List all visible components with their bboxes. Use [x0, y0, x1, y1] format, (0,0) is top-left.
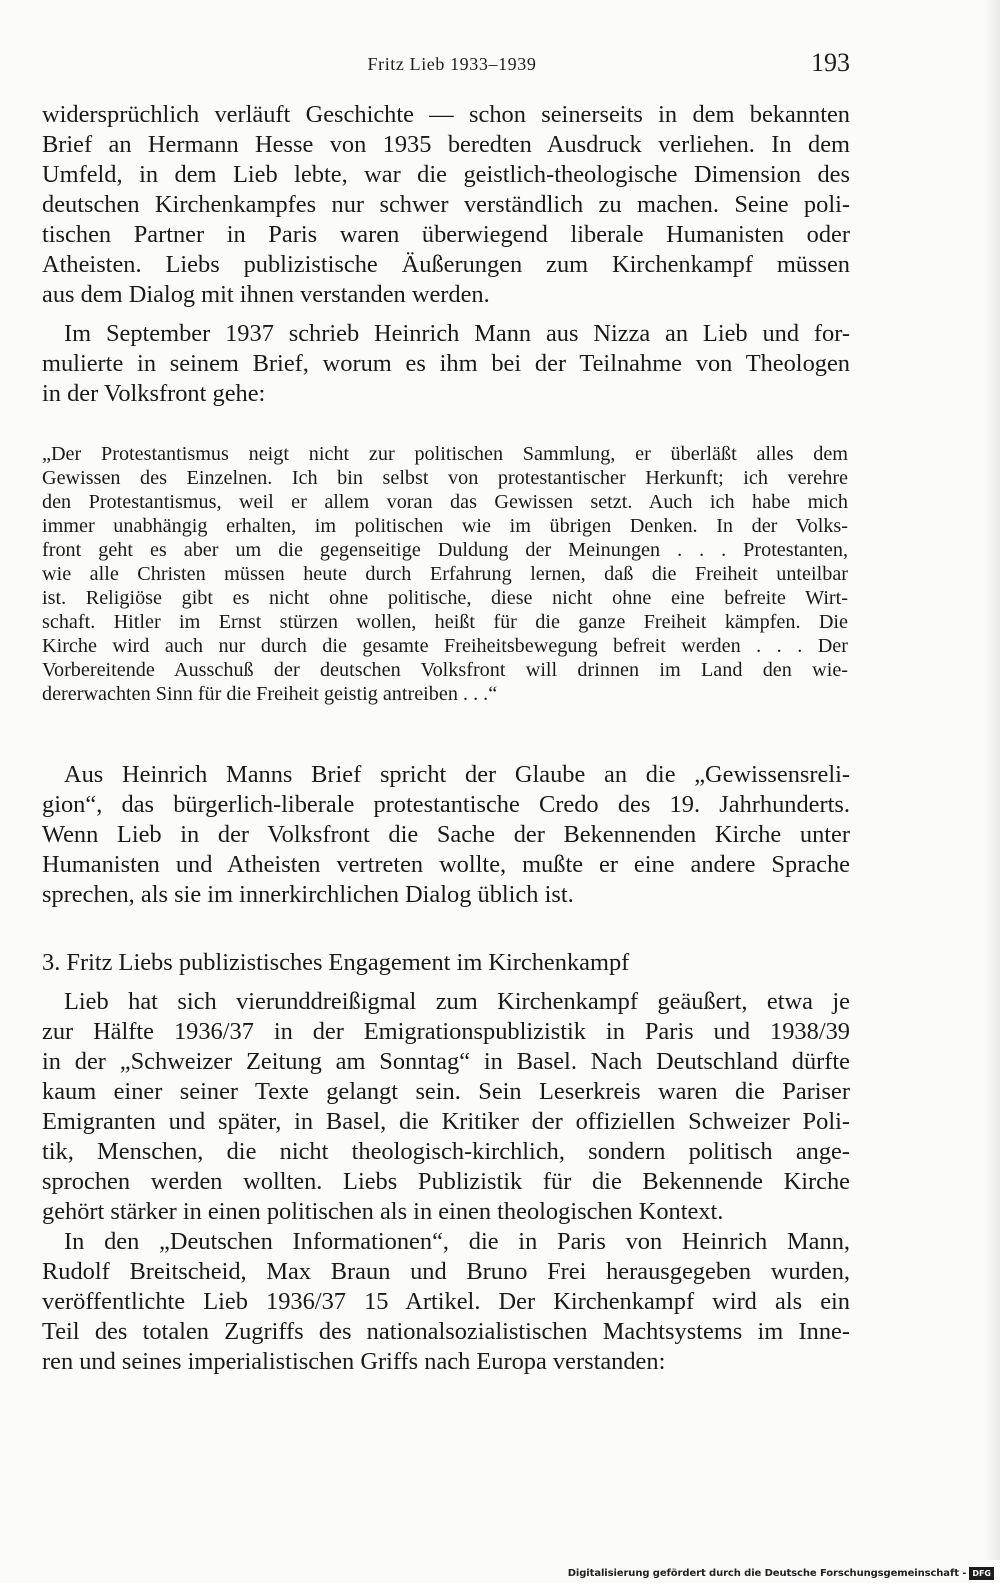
text-line: widersprüchlich verläuft Geschichte — schon seinerseits in dem bekannten: [42, 101, 850, 128]
text-line: sprechen, als sie im innerkirchlichen Dialog üblich ist.: [42, 881, 574, 908]
text-line: in der „Schweizer Zeitung am Sonntag“ in Basel. Nach Deutschland dürfte: [42, 1048, 850, 1075]
text-line: Teil des totalen Zugriffs des nationalsozialistischen Machtsystems im Inne-: [42, 1318, 850, 1345]
paragraph-1: [42, 100, 850, 310]
quote-line: Kirche wird auch nur durch die gesamte Freiheitsbewegung befreit werden . . . Der: [42, 635, 848, 657]
quote-line: schaft. Hitler im Ernst stürzen wollen, heißt für die ganze Freiheit kämpfen. Die: [42, 611, 848, 633]
quote-line: immer unabhängig erhalten, im politischen wie im übrigen Denken. In der Volks-: [42, 515, 848, 537]
quote-line: Gewissen des Einzelnen. Ich bin selbst von protestantischer Herkunft; ich verehre: [42, 467, 848, 489]
quote-line: ist. Religiöse gibt es nicht ohne politische, diese nicht ohne eine befreite Wirt-: [42, 587, 848, 609]
text-line: aus dem Dialog mit ihnen verstanden werden.: [42, 281, 490, 308]
text-line: tischen Partner in Paris waren überwiegend liberale Humanisten oder: [42, 221, 850, 248]
text-line: mulierte in seinem Brief, worum es ihm bei der Teilnahme von Theologen: [42, 350, 850, 377]
text-line: in der Volksfront gehe:: [42, 380, 266, 407]
dfg-logo: DFG: [969, 1567, 994, 1580]
quote-line: wie alle Christen müssen heute durch Erfahrung lernen, daß die Freiheit unteilbar: [42, 563, 848, 585]
text-line: Im September 1937 schrieb Heinrich Mann aus Nizza an Lieb und for-: [64, 320, 850, 347]
text-line: Wenn Lieb in der Volksfront die Sache der Bekennenden Kirche unter: [42, 821, 850, 848]
quote-line: front geht es aber um die gegenseitige Duldung der Meinungen . . . Protestanten,: [42, 539, 848, 561]
paragraph-2: [42, 319, 850, 409]
running-header: [0, 48, 1000, 82]
block-quote: [42, 442, 848, 706]
section-heading: 3. Fritz Liebs publizistisches Engagement im Kirchenkampf: [42, 949, 630, 976]
digitization-footer: [560, 1564, 1000, 1583]
text-line: Brief an Hermann Hesse von 1935 beredten Ausdruck verliehen. In dem: [42, 131, 850, 158]
paragraph-3: [42, 760, 850, 910]
text-line: kaum einer seiner Texte gelangt sein. Sein Leserkreis waren die Pariser: [42, 1078, 850, 1105]
paragraph-5: [42, 1227, 850, 1377]
quote-line: „Der Protestantismus neigt nicht zur politischen Sammlung, er überläßt alles dem: [42, 443, 848, 465]
text-line: gion“, das bürgerlich-liberale protestantische Credo des 19. Jahrhunderts.: [42, 791, 850, 818]
text-line: Rudolf Breitscheid, Max Braun und Bruno Frei herausgegeben wurden,: [42, 1258, 850, 1285]
text-line: Umfeld, in dem Lieb lebte, war die geistlich-theologische Dimension des: [42, 161, 850, 188]
text-line: Atheisten. Liebs publizistische Äußerungen zum Kirchenkampf müssen: [42, 251, 850, 278]
text-line: deutschen Kirchenkampfes nur schwer verständlich zu machen. Seine poli-: [42, 191, 850, 218]
text-line: Humanisten und Atheisten vertreten wollte, mußte er eine andere Sprache: [42, 851, 850, 878]
text-line: In den „Deutschen Informationen“, die in Paris von Heinrich Mann,: [64, 1228, 850, 1255]
text-line: Emigranten und später, in Basel, die Kritiker der offiziellen Schweizer Poli-: [42, 1108, 850, 1135]
running-title: Fritz Lieb 1933–1939: [367, 54, 537, 74]
text-line: Aus Heinrich Manns Brief spricht der Glaube an die „Gewissensreli-: [64, 761, 850, 788]
text-line: gehört stärker in einen politischen als in einen theologischen Kontext.: [42, 1198, 724, 1225]
funding-notice: Digitalisierung gefördert durch die Deutsche Forschungsgemeinschaft -: [567, 1568, 967, 1579]
text-line: sprochen werden wollten. Liebs Publizistik für die Bekennende Kirche: [42, 1168, 850, 1195]
text-line: veröffentlichte Lieb 1936/37 15 Artikel. Der Kirchenkampf wird als ein: [42, 1288, 850, 1315]
text-line: zur Hälfte 1936/37 in der Emigrationspublizistik in Paris und 1938/39: [42, 1018, 850, 1045]
page-edge-shadow: [984, 0, 1000, 1560]
paragraph-4: [42, 987, 850, 1227]
page-number: 193: [811, 48, 850, 77]
text-line: tik, Menschen, die nicht theologisch-kirchlich, sondern politisch ange-: [42, 1138, 850, 1165]
text-line: ren und seines imperialistischen Griffs nach Europa verstanden:: [42, 1348, 666, 1375]
quote-line: dererwachten Sinn für die Freiheit geistig antreiben . . .“: [42, 683, 498, 705]
text-line: Lieb hat sich vierunddreißigmal zum Kirchenkampf geäußert, etwa je: [64, 988, 850, 1015]
quote-line: den Protestantismus, weil er allem voran das Gewissen setzt. Auch ich habe mich: [42, 491, 848, 513]
quote-line: Vorbereitende Ausschuß der deutschen Volksfront will drinnen im Land den wie-: [42, 659, 848, 681]
